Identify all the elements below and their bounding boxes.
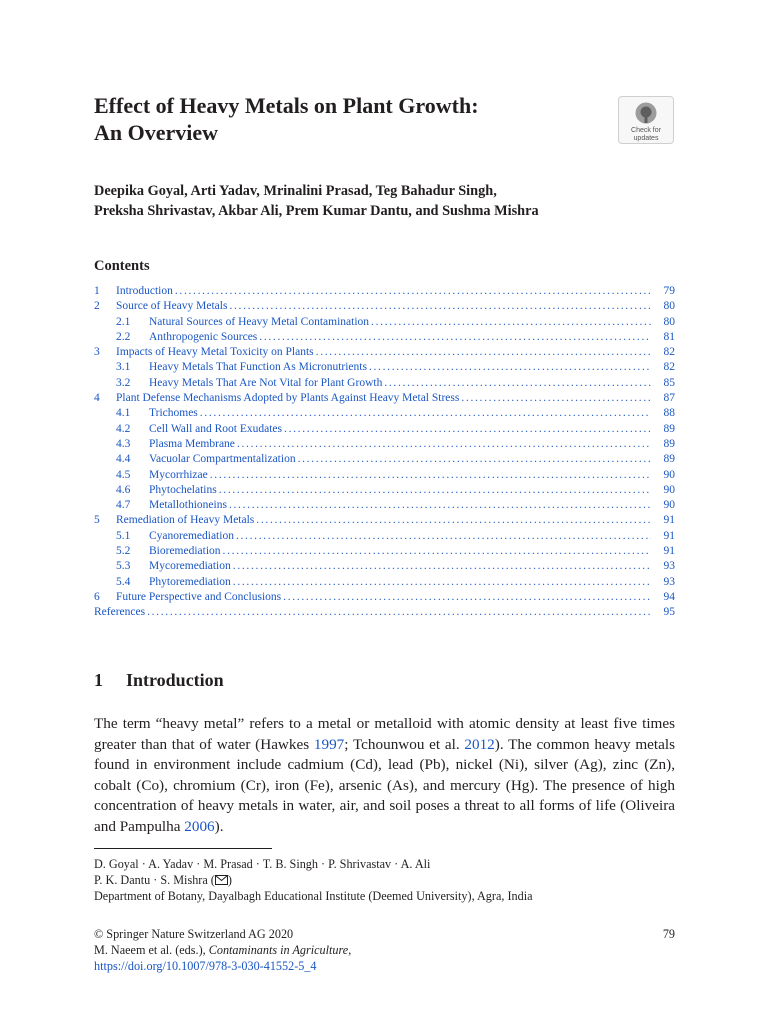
toc-entry[interactable] xyxy=(94,406,675,421)
toc-entry-number: 4 xyxy=(94,392,100,405)
toc-entry-page: 88 xyxy=(663,407,675,420)
toc-entry-title: Future Perspective and Conclusions xyxy=(116,590,282,603)
toc-leader-dots xyxy=(316,345,651,360)
toc-entry-title: Cell Wall and Root Exudates xyxy=(149,422,283,435)
toc-entry-page: 90 xyxy=(663,483,675,496)
contents-heading: Contents xyxy=(94,258,150,274)
toc-entry-number: 1 xyxy=(94,285,100,297)
toc-entry-title: Heavy Metals That Function As Micronutrients xyxy=(149,361,367,374)
toc-entry-number: 4.5 xyxy=(116,468,131,481)
toc-entry-title: Cyanoremediation xyxy=(149,529,234,542)
toc-entry[interactable] xyxy=(94,590,675,605)
toc-entry-number: 4.1 xyxy=(116,407,131,420)
section-heading-introduction xyxy=(94,670,224,691)
toc-entry-page: 82 xyxy=(663,346,675,359)
toc-leader-dots xyxy=(283,590,651,605)
toc-leader-dots xyxy=(237,437,651,452)
toc-entry[interactable] xyxy=(94,360,675,375)
toc-entry-number: 5.3 xyxy=(116,560,131,573)
citation-link[interactable]: 2006 xyxy=(184,817,215,835)
editors-text: M. Naeem et al. (eds.), xyxy=(94,943,209,957)
paragraph-text: ). xyxy=(214,817,224,835)
toc-leader-dots xyxy=(233,559,651,574)
toc-leader-dots xyxy=(210,468,651,483)
title-line-1: Effect of Heavy Metals on Plant Growth: xyxy=(94,93,479,118)
toc-entry-title: Trichomes xyxy=(149,407,198,420)
toc-leader-dots xyxy=(371,315,651,330)
toc-entry-number: 3 xyxy=(94,346,100,359)
toc-entry-page: 91 xyxy=(663,545,675,558)
toc-entry-title: Phytoremediation xyxy=(149,575,231,588)
check-for-updates-icon xyxy=(634,101,658,125)
paragraph-text: ; Tchounwou et al. xyxy=(344,735,465,753)
toc-entry[interactable] xyxy=(94,513,675,528)
affiliation-line-1: D. Goyal · A. Yadav · M. Prasad · T. B. Singh · P. Shrivastav · A. Ali xyxy=(94,857,431,871)
toc-entry-page: 90 xyxy=(663,468,675,481)
toc-entry-page: 93 xyxy=(663,560,675,573)
toc-entry-page: 87 xyxy=(663,392,675,405)
toc-entry[interactable] xyxy=(94,437,675,452)
toc-entry-page: 94 xyxy=(663,590,675,603)
toc-entry-page: 90 xyxy=(663,499,675,512)
book-citation xyxy=(94,942,675,958)
toc-leader-dots xyxy=(236,529,651,544)
toc-entry-number: 4.7 xyxy=(116,499,131,512)
toc-entry-number: 3.1 xyxy=(116,361,131,374)
toc-entry[interactable] xyxy=(94,330,675,345)
toc-entry[interactable] xyxy=(94,544,675,559)
affiliation-paren: ) xyxy=(227,873,232,887)
toc-leader-dots xyxy=(461,391,651,406)
toc-entry-title: References xyxy=(94,606,146,619)
toc-leader-dots xyxy=(369,360,651,375)
author-list xyxy=(94,181,539,221)
citation-link[interactable]: 1997 xyxy=(313,735,345,753)
toc-entry[interactable] xyxy=(94,422,675,437)
toc-entry-number: 5.4 xyxy=(116,575,131,588)
table-of-contents xyxy=(94,284,675,621)
author-affiliation xyxy=(94,856,694,904)
toc-entry[interactable] xyxy=(94,605,675,620)
title-line-2: An Overview xyxy=(94,120,219,145)
toc-entry-title: Source of Heavy Metals xyxy=(116,300,228,313)
toc-entry-title: Heavy Metals That Are Not Vital for Plant Growth xyxy=(149,376,383,389)
toc-entry-title: Bioremediation xyxy=(149,545,221,558)
toc-leader-dots xyxy=(233,575,651,590)
toc-entry[interactable] xyxy=(94,284,675,299)
toc-entry-title: Anthropogenic Sources xyxy=(149,330,258,343)
toc-entry-number: 2.1 xyxy=(116,315,131,328)
toc-entry[interactable] xyxy=(94,376,675,391)
toc-leader-dots xyxy=(298,452,651,467)
toc-leader-dots xyxy=(384,376,651,391)
toc-entry-page: 82 xyxy=(663,361,675,374)
toc-leader-dots xyxy=(256,513,651,528)
affiliation-authors-text: P. K. Dantu · S. Mishra ( xyxy=(94,873,215,887)
toc-entry[interactable] xyxy=(94,345,675,360)
toc-entry-number: 6 xyxy=(94,590,100,603)
toc-entry-page: 85 xyxy=(663,376,675,389)
comma: , xyxy=(348,943,352,957)
toc-entry-number: 2 xyxy=(94,300,100,313)
toc-entry[interactable] xyxy=(94,529,675,544)
toc-entry-number: 5.1 xyxy=(116,529,131,542)
toc-entry-number: 5.2 xyxy=(116,545,131,558)
toc-entry-page: 80 xyxy=(663,300,675,313)
section-title: Introduction xyxy=(126,670,224,690)
book-title: Contaminants in Agriculture xyxy=(208,943,349,957)
toc-entry-title: Vacuolar Compartmentalization xyxy=(149,453,296,466)
check-for-updates-badge[interactable] xyxy=(618,96,674,144)
toc-entry[interactable] xyxy=(94,575,675,590)
toc-leader-dots xyxy=(229,299,651,314)
paragraph-text: The term “heavy metal” refers to a metal or metalloid with atomic density at least five times greater than that of water (Hawkes xyxy=(94,715,675,753)
toc-entry-page: 91 xyxy=(663,514,675,527)
toc-leader-dots xyxy=(200,406,651,421)
toc-entry-title: Remediation of Heavy Metals xyxy=(116,514,255,527)
toc-entry-page: 80 xyxy=(663,315,675,328)
toc-entry-title: Phytochelatins xyxy=(149,483,217,496)
page-footer xyxy=(94,926,675,974)
chapter-title xyxy=(94,92,479,146)
toc-leader-dots xyxy=(229,498,651,513)
toc-entry-number: 5 xyxy=(94,514,100,527)
toc-entry[interactable] xyxy=(94,315,675,330)
toc-leader-dots xyxy=(284,422,651,437)
copyright-line: © Springer Nature Switzerland AG 2020 xyxy=(94,927,294,941)
toc-leader-dots xyxy=(259,330,651,345)
citation-link[interactable]: 2012 xyxy=(464,735,495,753)
toc-entry-title: Natural Sources of Heavy Metal Contamination xyxy=(149,315,370,328)
toc-entry-number: 4.4 xyxy=(116,453,131,466)
toc-entry[interactable] xyxy=(94,452,675,467)
toc-entry-page: 93 xyxy=(663,575,675,588)
toc-leader-dots xyxy=(223,544,651,559)
intro-paragraph xyxy=(94,714,675,837)
toc-entry-number: 4.2 xyxy=(116,422,131,435)
toc-entry-page: 91 xyxy=(663,529,675,542)
page-number: 79 xyxy=(662,927,675,941)
toc-entry-title: Impacts of Heavy Metal Toxicity on Plants xyxy=(116,346,314,359)
toc-leader-dots xyxy=(147,605,651,620)
toc-entry-title: Plant Defense Mechanisms Adopted by Plants Against Heavy Metal Stress xyxy=(116,392,460,405)
toc-entry-page: 89 xyxy=(663,422,675,435)
toc-entry[interactable] xyxy=(94,468,675,483)
toc-entry[interactable] xyxy=(94,483,675,498)
badge-label-line-1: Check for xyxy=(631,127,661,134)
toc-entry-title: Introduction xyxy=(116,285,173,297)
toc-entry-title: Metallothioneins xyxy=(149,499,227,512)
toc-entry-title: Mycorrhizae xyxy=(149,468,208,481)
toc-entry-number: 2.2 xyxy=(116,330,131,343)
toc-entry-number: 3.2 xyxy=(116,376,131,389)
envelope-icon[interactable] xyxy=(215,875,228,885)
toc-entry-title: Plasma Membrane xyxy=(149,437,235,450)
toc-entry-number: 4.6 xyxy=(116,483,131,496)
doi-link[interactable]: https://doi.org/10.1007/978-3-030-41552-5_4 xyxy=(94,959,317,973)
affiliation-line-2 xyxy=(94,872,694,888)
toc-entry[interactable] xyxy=(94,559,675,574)
toc-entry-page: 89 xyxy=(663,453,675,466)
footnote-divider xyxy=(94,848,272,849)
toc-entry-page: 81 xyxy=(663,330,675,343)
affiliation-line-3: Department of Botany, Dayalbagh Educational Institute (Deemed University), Agra, India xyxy=(94,889,533,903)
toc-entry-title: Mycoremediation xyxy=(149,560,231,573)
toc-leader-dots xyxy=(175,284,651,299)
authors-line-2: Preksha Shrivastav, Akbar Ali, Prem Kumar Dantu, and Sushma Mishra xyxy=(94,203,539,219)
toc-entry[interactable] xyxy=(94,299,675,314)
toc-leader-dots xyxy=(219,483,651,498)
toc-entry[interactable] xyxy=(94,391,675,406)
toc-entry[interactable] xyxy=(94,498,675,513)
section-number: 1 xyxy=(94,670,103,690)
badge-label-line-2: updates xyxy=(633,135,659,142)
authors-line-1: Deepika Goyal, Arti Yadav, Mrinalini Prasad, Teg Bahadur Singh, xyxy=(94,183,497,199)
toc-entry-page: 89 xyxy=(663,437,675,450)
toc-entry-page: 95 xyxy=(663,606,675,619)
paragraph-text: ). The common heavy metals found in environment include cadmium (Cd), lead (Pb), nickel (Ni), silver (Ag), zinc (Zn), cobalt (Co), chromium (Cr), iron (Fe), arsenic (As), and mercury (Hg). The presence of high concentration of heavy metals in water, air, and soil poses a threat to all forms of life (Oliveira and Pampulha xyxy=(94,735,675,835)
toc-entry-page: 79 xyxy=(663,285,675,297)
toc-entry-number: 4.3 xyxy=(116,437,131,450)
